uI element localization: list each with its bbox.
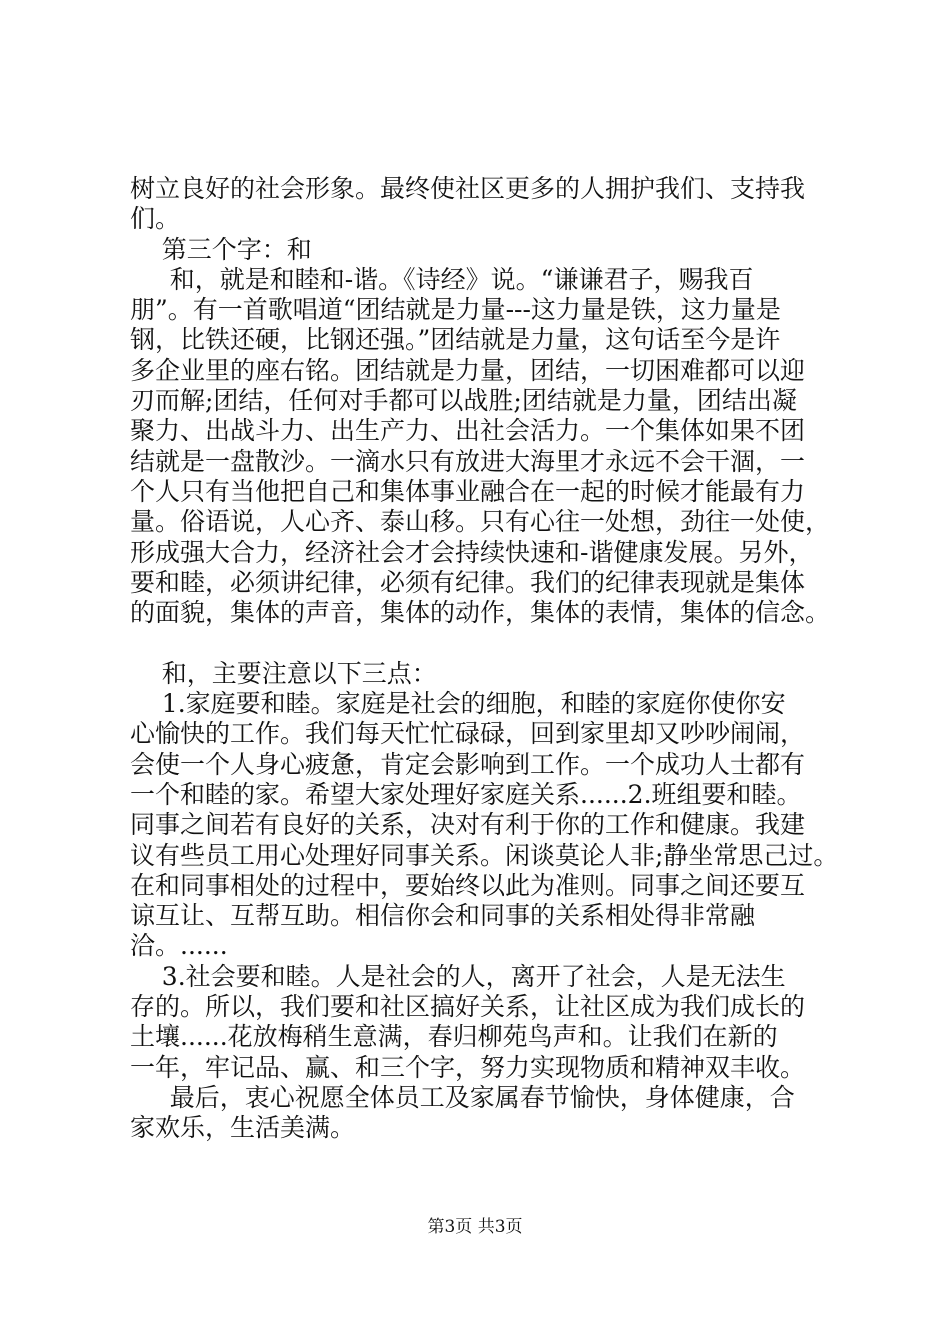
text-line: 最后，衷心祝愿全体员工及家属春节愉快，身体健康，合 [130, 1082, 795, 1112]
text-line: 多企业里的座右铭。团结就是力量，团结，一切困难都可以迎 [130, 355, 806, 385]
text-line: 1.家庭要和睦。家庭是社会的细胞，和睦的家庭你使你安 [130, 689, 786, 719]
text-line: 3.社会要和睦。人是社会的人，离开了社会，人是无法生 [130, 961, 786, 991]
text-line: 结就是一盘散沙。一滴水只有放进大海里才永远不会干涸，一 [130, 446, 806, 476]
text-line: 形成强大合力，经济社会才会持续快速和-谐健康发展。另外， [130, 537, 814, 567]
text-line: 存的。所以，我们要和社区搞好关系，让社区成为我们成长的 [130, 992, 806, 1022]
text-line: 刃而解;团结，任何对手都可以战胜;团结就是力量，团结出凝 [130, 386, 797, 416]
section-heading: 第三个字：和 [130, 234, 312, 264]
document-body [130, 174, 850, 1144]
text-line: 聚力、出战斗力、出生产力、出社会活力。一个集体如果不团 [130, 416, 806, 446]
text-line: 量。俗语说，人心齐、泰山移。只有心往一处想，劲往一处使， [130, 507, 831, 537]
text-line: 要和睦，必须讲纪律，必须有纪律。我们的纪律表现就是集体 [130, 567, 806, 597]
text-line: 洽。...... [130, 931, 228, 961]
text-line: 和，就是和睦和-谐。《诗经》说。“谦谦君子，赐我百 [130, 264, 754, 294]
text-line: 树立良好的社会形象。最终使社区更多的人拥护我们、支持我 [130, 174, 806, 203]
text-line: 个人只有当他把自己和集体事业融合在一起的时候才能最有力 [130, 476, 806, 506]
text-line: 在和同事相处的过程中，要始终以此为准则。同事之间还要互 [130, 870, 806, 900]
text-line: 朋”。有一首歌唱道“团结就是力量---这力量是铁，这力量是 [130, 295, 781, 325]
page-indicator: 第3页 共3页 [427, 1217, 523, 1237]
text-line: 一个和睦的家。希望大家处理好家庭关系......2.班组要和睦。 [130, 779, 802, 809]
page-footer [0, 1212, 950, 1237]
text-line: 钢，比铁还硬，比钢还强。”团结就是力量，这句话至今是许 [130, 325, 781, 355]
text-line: 同事之间若有良好的关系，决对有利于你的工作和健康。我建 [130, 810, 806, 840]
text-line: 谅互让、互帮互助。相信你会和同事的关系相处得非常融 [130, 901, 756, 931]
text-line: 们。 [130, 204, 181, 234]
text-line: 心愉快的工作。我们每天忙忙碌碌，回到家里却又吵吵闹闹， [130, 719, 806, 749]
text-line: 家欢乐，生活美满。 [130, 1113, 356, 1143]
text-line: 的面貌，集体的声音，集体的动作，集体的表情，集体的信念。 [130, 598, 831, 628]
text-line: 一年，牢记品、赢、和三个字，努力实现物质和精神双丰收。 [130, 1052, 806, 1082]
text-line: 土壤......花放梅稍生意满，春归柳苑鸟声和。让我们在新的 [130, 1022, 778, 1052]
text-line: 会使一个人身心疲惫，肯定会影响到工作。一个成功人士都有 [130, 749, 806, 779]
text-line: 和，主要注意以下三点： [130, 658, 437, 688]
text-line: 议有些员工用心处理好同事关系。闲谈莫论人非;静坐常思己过。 [130, 840, 839, 870]
blank-line [130, 628, 850, 658]
